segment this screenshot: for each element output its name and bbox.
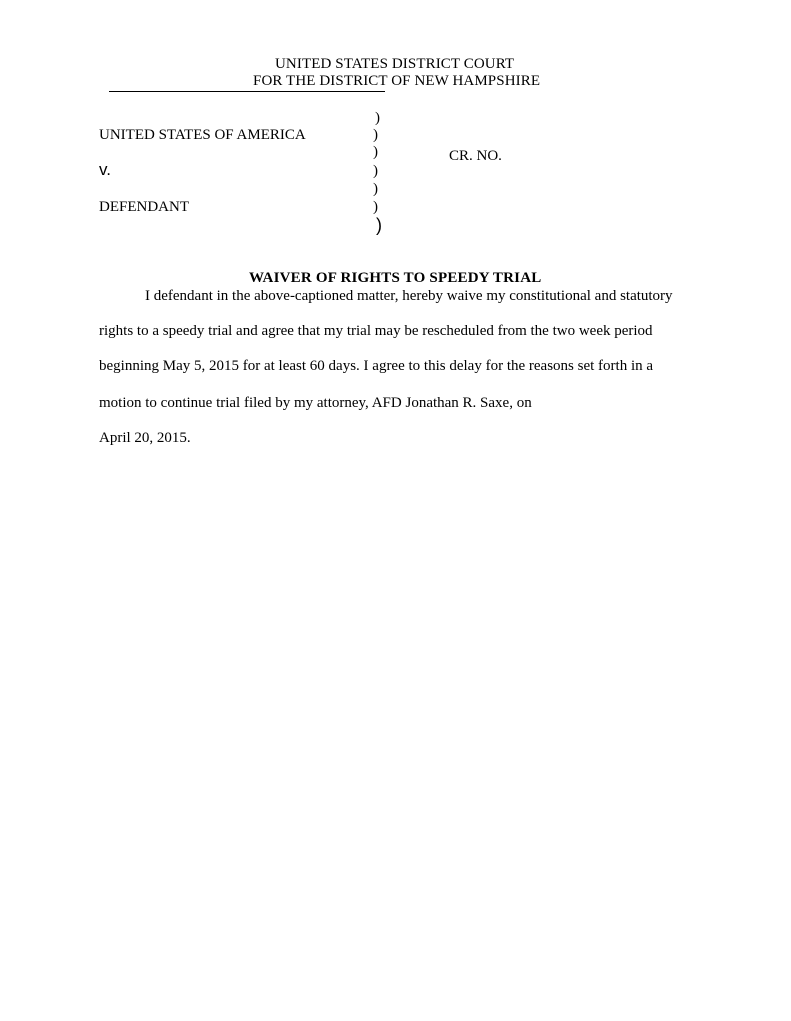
caption-paren: ) xyxy=(373,163,378,179)
court-name: UNITED STATES DISTRICT COURT xyxy=(275,56,515,72)
caption-paren: ) xyxy=(373,181,378,197)
body-line: motion to continue trial filed by my attorney, AFD Jonathan R. Saxe, on xyxy=(99,395,532,411)
versus-label: v. xyxy=(99,160,111,179)
caption-paren: ) xyxy=(375,110,380,126)
body-line: rights to a speedy trial and agree that my trial may be rescheduled from the two week period xyxy=(99,323,653,339)
caption-paren: ) xyxy=(373,144,378,160)
plaintiff-name: UNITED STATES OF AMERICA xyxy=(99,127,306,143)
document-title: WAIVER OF RIGHTS TO SPEEDY TRIAL xyxy=(249,270,542,286)
defendant-name: DEFENDANT xyxy=(99,199,189,215)
court-district: FOR THE DISTRICT OF NEW HAMPSHIRE xyxy=(253,73,541,89)
heading-rule xyxy=(109,91,385,92)
case-number-label: CR. NO. xyxy=(449,148,502,164)
caption-paren: ) xyxy=(376,215,382,235)
body-line: I defendant in the above-captioned matter, hereby waive my constitutional and statutory xyxy=(145,288,673,304)
body-line: April 20, 2015. xyxy=(99,430,191,446)
caption-paren: ) xyxy=(373,127,378,143)
caption-paren: ) xyxy=(373,199,378,215)
body-line: beginning May 5, 2015 for at least 60 days. I agree to this delay for the reasons set forth in a xyxy=(99,358,654,374)
